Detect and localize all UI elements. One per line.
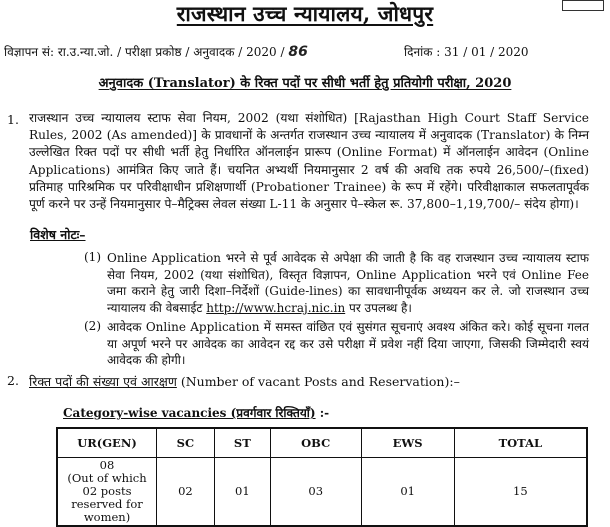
note2-text: आवेदक Online Application में समस्त वांछित एवं सुसंगत सूचनाएं अवश्य अंकित करे। कोई सूचना गलत या अपूर्ण भरने पर आवेदक का आवेदन रद्द कर उसे परीक्षा में प्रवेश नहीं दिया जाएगा, जिसकी जिम्मेदारी स्वयं आवेदक की होगी। <box>107 320 589 367</box>
note1-text <box>107 250 589 316</box>
header-sc: SC <box>157 428 215 458</box>
note2-number: (2) <box>84 319 101 333</box>
header-urgen: UR(GEN) <box>57 428 157 458</box>
table-row <box>57 458 587 527</box>
page-title: राजस्थान उच्च न्यायालय, जोधपुर <box>176 1 434 26</box>
advertisement-date: दिनांक : 31 / 01 / 2020 <box>404 45 529 59</box>
category-heading-suffix: :- <box>315 406 330 420</box>
table-header-row <box>57 428 587 458</box>
advertisement-number <box>4 43 308 60</box>
header-ews: EWS <box>361 428 454 458</box>
note1-number: (1) <box>84 250 101 264</box>
para1-number: 1. <box>7 112 19 127</box>
header-obc: OBC <box>270 428 361 458</box>
category-heading-text: Category-wise vacancies (प्रवर्गवार रिक्तियॉं) <box>63 406 316 420</box>
special-notes-heading: विशेष नोटः– <box>30 227 86 242</box>
cell-total: 15 <box>454 458 587 527</box>
cell-ews: 01 <box>361 458 454 527</box>
cell-obc: 03 <box>270 458 361 527</box>
cell-sc: 02 <box>157 458 215 527</box>
note1-tail: पर उपलब्ध है। <box>345 300 412 315</box>
category-wise-heading <box>63 404 329 421</box>
section2-heading <box>29 373 460 390</box>
notice-subheading: अनुवादक (Translator) के रिक्त पदों पर सीधी भर्ती हेतु प्रतियोगी परीक्षा, 2020 <box>98 76 512 91</box>
corner-box <box>562 0 604 11</box>
section2-number: 2. <box>7 373 19 388</box>
ref-prefix: विज्ञापन सं: रा.उ.न्या.जो. / परीक्षा प्रकोष्ठ / अनुवादक / 2020 / <box>4 45 285 59</box>
header-total: TOTAL <box>454 428 587 458</box>
section2-heading-english: (Number of vacant Posts and Reservation):– <box>176 374 460 389</box>
cell-urgen <box>57 458 157 527</box>
cell-st: 01 <box>214 458 270 527</box>
urgen-value: 08 <box>99 458 115 472</box>
section2-heading-hindi: रिक्त पदों की संख्या एवं आरक्षण <box>29 374 177 389</box>
header-st: ST <box>214 428 270 458</box>
note1-body: Online Application भरने से पूर्व आवेदक से अपेक्षा की जाती है कि वह राजस्थान उच्च न्यायालय स्टाफ सेवा नियम, 2002 (यथा संशोधित), विस्तृत विज्ञापन, Online Application भरने एवं Online Fee जमा कराने हेतु जारी दिशा–निर्देशों (Guide-lines) का सावधानीपूर्वक अध्ययन कर ले. जो राजस्थान उच्च न्यायालय की वेबसाईट <box>107 251 589 315</box>
urgen-women-note: (Out of which 02 posts reserved for women) <box>67 471 147 524</box>
vacancy-table <box>56 427 588 527</box>
para1-text: राजस्थान उच्च न्यायालय स्टाफ सेवा नियम, 2002 (यथा संशोधित) [Rajasthan High Court Staff Service Rules, 2002 (As amended)] के प्रावधानों के अन्तर्गत राजस्थान उच्च न्यायालय में अनुवादक (Translator) के निम्न उल्लेखित रिक्त पदों पर सीधी भर्ती हेतु निर्धारित ऑनलाईन प्रारूप (Online Format) में ऑनलाईन आवेदन (Online Applications) आमंत्रित किए जाते हैं। चयनित अभ्यर्थी नियमानुसार 2 वर्ष की अवधि तक रुपये 26,500/–(fixed) प्रतिमाह पारिश्रमिक पर परिवीक्षाधीन प्रशिक्षणार्थी (Probationer Trainee) के रूप में रहेंगे। परिवीक्षाकाल सफलतापूर्वक पूर्ण करने पर उन्हें नियमानुसार पे–मैट्रिक्स लेवल संख्या L-11 के अनुसार पे–स्केल रू. 37,800–1,19,700/– संदेय होगा)। <box>29 111 589 212</box>
website-link[interactable]: http://www.hcraj.nic.in <box>206 300 346 315</box>
handwritten-ref-number: 86 <box>288 44 308 60</box>
